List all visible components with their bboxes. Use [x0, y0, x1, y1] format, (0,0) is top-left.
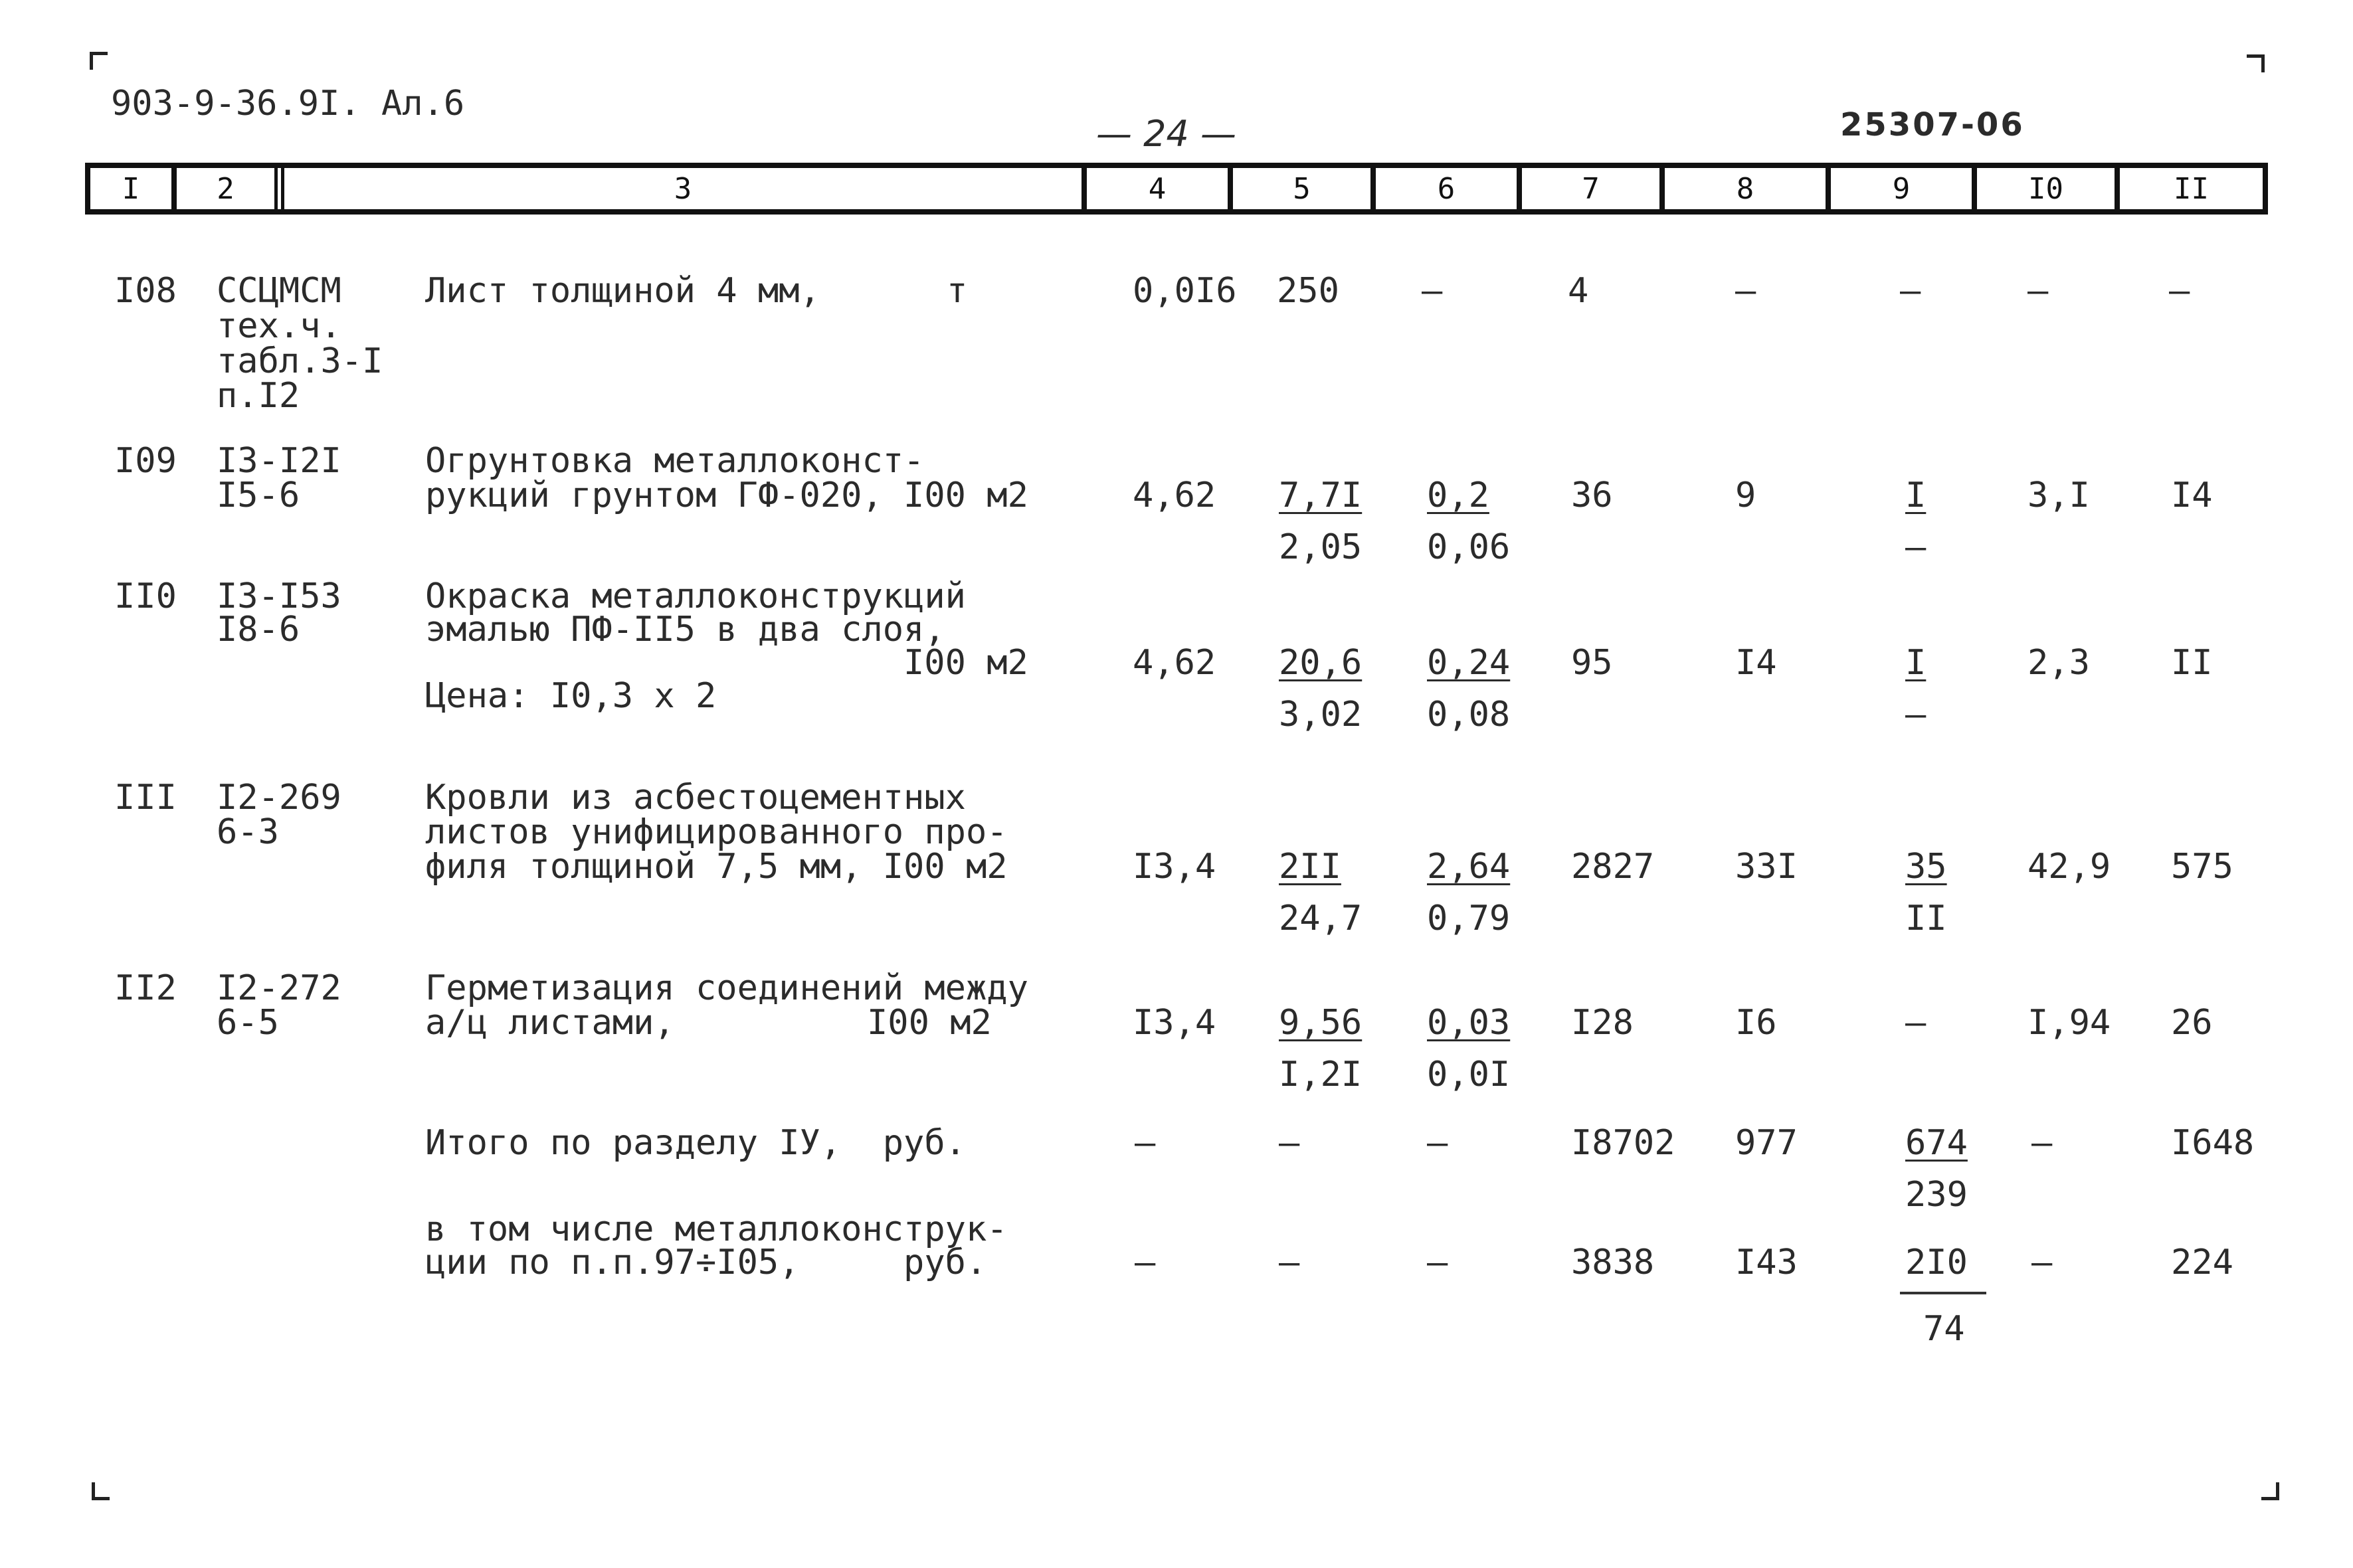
work-description: Лист толщиной 4 мм, [425, 271, 820, 311]
fraction-divider [1900, 1292, 1986, 1294]
quantity-cell: I3,4 [1133, 847, 1216, 887]
archive-stamp-number: 25307-06 [1840, 106, 2025, 143]
work-description: Окраска металлоконструкций [425, 576, 966, 616]
document-code: 903-9-36.9I. Ал.6 [111, 84, 465, 124]
norm-reference: I5-6 [217, 476, 300, 515]
cost-cell: 0,0I [1427, 1055, 1511, 1094]
cost-cell: – [1422, 271, 1443, 311]
row-number: II2 [114, 968, 177, 1008]
cost-cell: 35 [1905, 847, 1947, 887]
cost-cell: – [1905, 695, 1927, 735]
cost-cell: 0,08 [1427, 695, 1511, 735]
labor-cell: 2,3 [2027, 643, 2090, 683]
cost-cell: I [1905, 476, 1927, 515]
unit-cost-cell: 3,02 [1279, 695, 1363, 735]
cost-cell: – [1900, 271, 1921, 311]
unit-label: т [947, 271, 968, 311]
column-number: I [122, 171, 140, 206]
norm-reference: ССЦМСМ [217, 271, 341, 311]
labor-cell: 42,9 [2027, 847, 2111, 887]
total-cost-cell: 36 [1571, 476, 1613, 515]
corner-mark-bottom-right [2261, 1482, 2279, 1500]
labor-cell: – [2031, 1243, 2053, 1282]
cost-cell: – [1427, 1123, 1448, 1163]
cost-cell: I [1905, 643, 1927, 683]
norm-reference: п.I2 [217, 376, 300, 416]
total-cost-cell: 4 [1568, 271, 1589, 311]
column-header-strip [85, 163, 2268, 215]
cost-cell: 0,79 [1427, 899, 1511, 938]
unit-cost-cell: – [1279, 1123, 1300, 1163]
cost-cell: I4 [1735, 643, 1777, 683]
unit-cost-cell: 250 [1277, 271, 1339, 311]
unit-cost-cell: I,2I [1279, 1055, 1363, 1094]
unit-cost-cell: 2II [1279, 847, 1341, 887]
unit-cost-cell: 7,7I [1279, 476, 1363, 515]
work-description: Кровли из асбестоцементных [425, 778, 966, 818]
row-number: III [114, 778, 177, 818]
cost-cell: – [1905, 527, 1927, 567]
price-note: Цена: I0,3 х 2 [425, 676, 717, 716]
row-number: II0 [114, 576, 177, 616]
cost-cell: 2I0 [1905, 1243, 1968, 1282]
labor-cell: 575 [2171, 847, 2233, 887]
column-number: 9 [1892, 171, 1911, 206]
labor-cell: 224 [2171, 1243, 2233, 1282]
cost-cell: 9 [1735, 476, 1756, 515]
norm-reference: I3-I2I [217, 441, 341, 481]
cost-cell: 0,06 [1427, 527, 1511, 567]
column-number: 2 [217, 171, 235, 206]
cost-cell: 2,64 [1427, 847, 1511, 887]
work-description: листов унифицированного про- [425, 812, 1008, 852]
quantity-cell: 0,0I6 [1133, 271, 1237, 311]
column-number: 3 [674, 171, 692, 206]
total-cost-cell: I8702 [1571, 1123, 1675, 1163]
labor-cell: I,94 [2027, 1003, 2111, 1043]
column-number: 4 [1148, 171, 1167, 206]
work-description: Огрунтовка металлоконст- [425, 441, 925, 481]
cost-cell: 74 [1923, 1309, 1965, 1349]
corner-mark-bottom-left [92, 1482, 110, 1500]
cost-cell: – [1427, 1243, 1448, 1282]
unit-cost-cell: 2,05 [1279, 527, 1363, 567]
subtotal-label: ции по п.п.97÷I05, руб. [425, 1243, 987, 1282]
cost-cell: II [1905, 899, 1947, 938]
work-description: Герметизация соединений между [425, 968, 1028, 1008]
corner-mark-top-right [2247, 54, 2265, 72]
column-number: 8 [1736, 171, 1754, 206]
norm-reference: I2-272 [217, 968, 341, 1008]
norm-reference: I8-6 [217, 610, 300, 650]
quantity-cell: 4,62 [1133, 643, 1216, 683]
labor-cell: 3,I [2027, 476, 2090, 515]
work-description: эмалью ПФ-II5 в два слоя, [425, 610, 945, 650]
norm-reference: I3-I53 [217, 576, 341, 616]
total-cost-cell: I28 [1571, 1003, 1634, 1043]
cost-cell: 0,24 [1427, 643, 1511, 683]
row-number: I09 [114, 441, 177, 481]
labor-cell: I4 [2171, 476, 2213, 515]
labor-cell: – [2027, 271, 2049, 311]
cost-cell: I6 [1735, 1003, 1777, 1043]
total-cost-cell: 2827 [1571, 847, 1655, 887]
unit-label: I00 м2 [867, 1003, 992, 1043]
total-cost-cell: 3838 [1571, 1243, 1655, 1282]
total-cost-cell: 95 [1571, 643, 1613, 683]
labor-cell: – [2169, 271, 2190, 311]
work-description: а/ц листами, [425, 1003, 675, 1043]
column-number: 7 [1582, 171, 1600, 206]
cost-cell: 977 [1735, 1123, 1798, 1163]
cost-cell: – [1735, 271, 1756, 311]
unit-cost-cell: 20,6 [1279, 643, 1363, 683]
unit-cost-cell: – [1279, 1243, 1300, 1282]
quantity-cell: – [1135, 1123, 1156, 1163]
page-number: — 24 — [1096, 113, 1237, 155]
subtotal-label: в том числе металлоконструк- [425, 1209, 1008, 1249]
quantity-cell: – [1135, 1243, 1156, 1282]
norm-reference: 6-5 [217, 1003, 279, 1043]
labor-cell: I648 [2171, 1123, 2255, 1163]
quantity-cell: I3,4 [1133, 1003, 1216, 1043]
norm-reference: тех.ч. [217, 306, 341, 346]
norm-reference: I2-269 [217, 778, 341, 818]
labor-cell: II [2171, 643, 2213, 683]
cost-cell: 239 [1905, 1175, 1968, 1215]
unit-cost-cell: 9,56 [1279, 1003, 1363, 1043]
column-number: I0 [2028, 171, 2063, 206]
row-number: I08 [114, 271, 177, 311]
cost-cell: – [1905, 1003, 1927, 1043]
column-number: II [2174, 171, 2209, 206]
labor-cell: 26 [2171, 1003, 2213, 1043]
column-number: 6 [1437, 171, 1456, 206]
work-description: рукций грунтом ГФ-020, I00 м2 [425, 476, 1028, 515]
corner-mark-top-left [90, 52, 108, 70]
norm-reference: табл.3-I [217, 341, 383, 381]
cost-cell: 674 [1905, 1123, 1968, 1163]
labor-cell: – [2031, 1123, 2053, 1163]
unit-cost-cell: 24,7 [1279, 899, 1363, 938]
quantity-cell: 4,62 [1133, 476, 1216, 515]
cost-cell: 0,03 [1427, 1003, 1511, 1043]
work-description: филя толщиной 7,5 мм, I00 м2 [425, 847, 1008, 887]
cost-cell: 0,2 [1427, 476, 1489, 515]
unit-label: I00 м2 [903, 643, 1028, 683]
cost-cell: I43 [1735, 1243, 1798, 1282]
norm-reference: 6-3 [217, 812, 279, 852]
cost-cell: 33I [1735, 847, 1798, 887]
column-number: 5 [1293, 171, 1311, 206]
total-label: Итого по разделу IУ, руб. [425, 1123, 966, 1163]
